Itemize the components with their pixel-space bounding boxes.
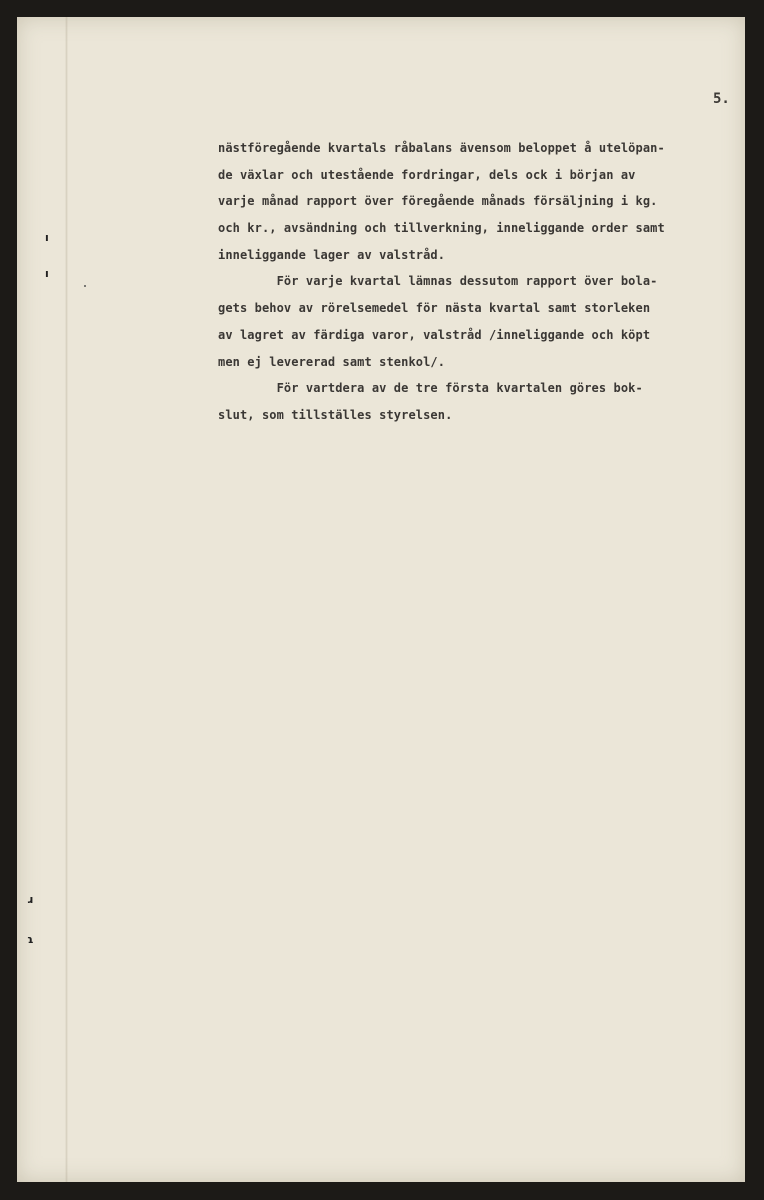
text-line: nästföregående kvartals råbalans ävensom beloppet å utelöpan- [218, 141, 665, 155]
margin-dot [84, 285, 86, 287]
text-line: men ej levererad samt stenkol/. [218, 354, 446, 369]
typed-paragraphs [218, 135, 738, 429]
text-line: inneliggande lager av valstråd. [218, 247, 446, 262]
text-line: slut, som tillställes styrelsen. [218, 407, 453, 422]
page-number: 5. [713, 91, 730, 107]
text-line: av lagret av färdiga varor, valstråd /inneliggande och köpt [218, 327, 651, 342]
document-page [17, 17, 745, 1182]
margin-mark: ɹ [27, 893, 33, 906]
page-fold-line [65, 17, 68, 1182]
margin-mark: ı [45, 231, 49, 244]
text-line: varje månad rapport över föregående månads försäljning i kg. [218, 194, 658, 209]
text-line: För varje kvartal lämnas dessutom rapport över bola- [218, 274, 658, 289]
text-line: För vartdera av de tre första kvartalen göres bok- [218, 381, 643, 396]
text-line: de växlar och utestående fordringar, dels ock i början av [218, 167, 636, 182]
margin-mark: ɿ [27, 933, 34, 946]
text-line: och kr., avsändning och tillverkning, inneliggande order samt [218, 221, 665, 236]
text-line: gets behov av rörelsemedel för nästa kvartal samt storleken [218, 301, 651, 316]
margin-mark: ı [45, 267, 49, 280]
